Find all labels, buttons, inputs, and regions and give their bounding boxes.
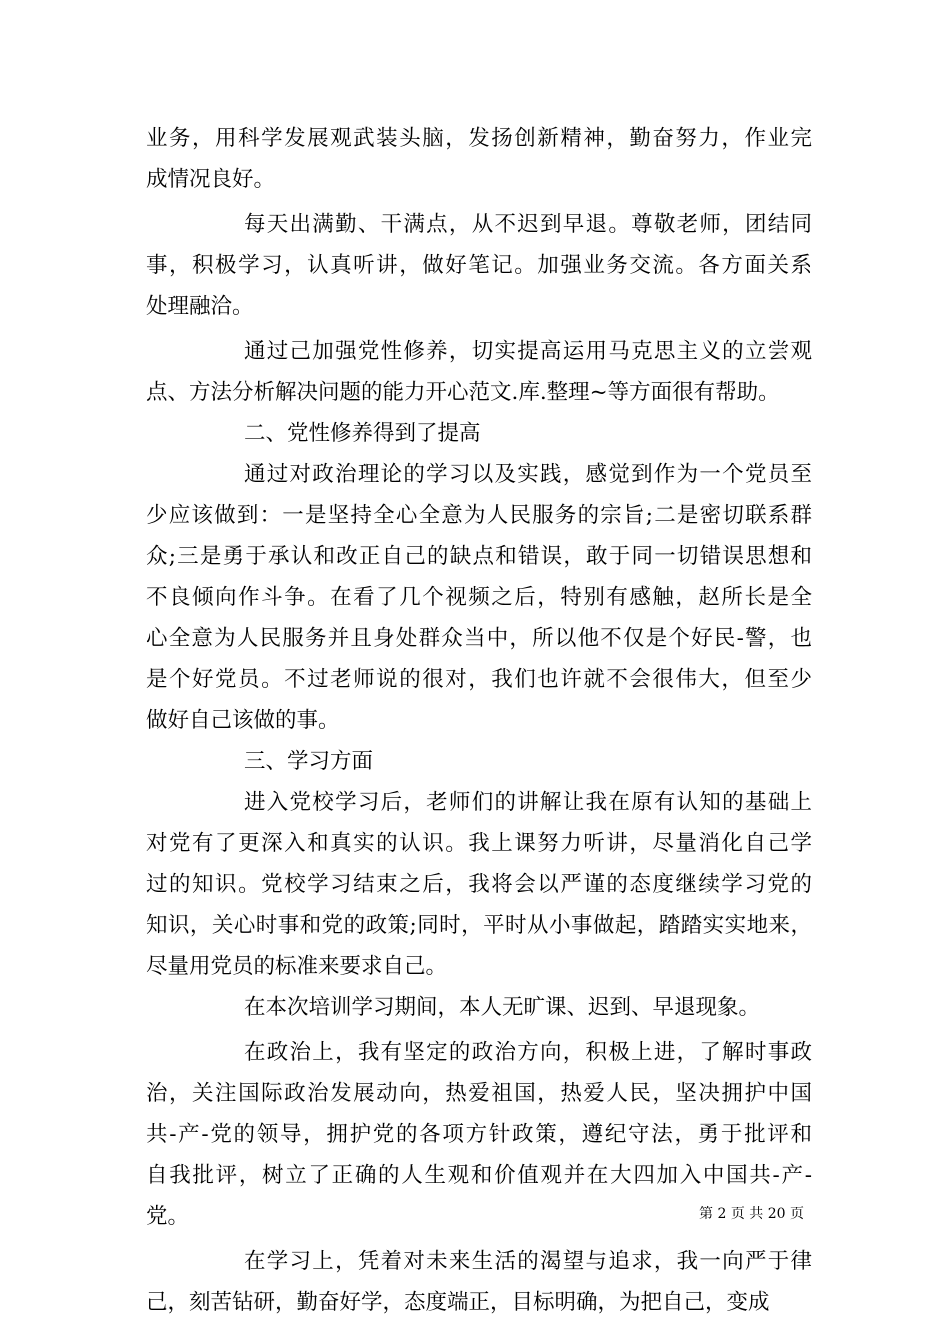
text-line: 每天出满勤、干满点，从不迟到早退。尊敬老师，团结同 <box>244 212 812 237</box>
text-line: 过的知识。党校学习结束之后，我将会以严谨的态度继续学习党的 <box>146 872 812 897</box>
text-line: 成情况良好。 <box>146 167 276 192</box>
text-line: 点、方法分析解决问题的能力开心范文.库.整理~等方面很有帮助。 <box>146 380 780 405</box>
paragraph <box>146 331 812 413</box>
text-line: 进入党校学习后，老师们的讲解让我在原有认知的基础上 <box>244 790 812 815</box>
text-line: 自我批评，树立了正确的人生观和价值观并在大四加入中国共-产- <box>146 1163 812 1188</box>
text-line: 通过对政治理论的学习以及实践，感觉到作为一个党员至 <box>244 462 812 487</box>
text-line: 在政治上，我有坚定的政治方向，积极上进，了解时事政 <box>244 1040 812 1065</box>
text-line: 众;三是勇于承认和改正自己的缺点和错误，敢于同一切错误思想和 <box>146 544 812 569</box>
paragraph <box>146 413 812 454</box>
text-line: 二、党性修养得到了提高 <box>244 421 481 446</box>
paragraph <box>146 118 812 200</box>
paragraph <box>146 987 812 1028</box>
text-line: 业务，用科学发展观武装头脑，发扬创新精神，勤奋努力，作业完 <box>146 126 812 151</box>
text-line: 在学习上，凭着对未来生活的渴望与追求，我一向严于律 <box>244 1249 812 1274</box>
text-line: 在本次培训学习期间，本人无旷课、迟到、早退现象。 <box>244 995 761 1020</box>
paragraph <box>146 454 812 741</box>
document-body <box>146 118 812 1323</box>
paragraph <box>146 782 812 987</box>
text-line: 治，关注国际政治发展动向，热爱祖国，热爱人民，坚决拥护中国 <box>146 1081 812 1106</box>
text-line: 处理融洽。 <box>146 294 254 319</box>
page-number-footer: 第 2 页 共 20 页 <box>699 1206 804 1222</box>
text-line: 党。 <box>146 1204 190 1229</box>
text-line: 是个好党员。不过老师说的很对，我们也许就不会很伟大，但至少 <box>146 667 812 692</box>
text-line: 共-产-党的领导，拥护党的各项方针政策，遵纪守法，勇于批评和 <box>146 1122 812 1147</box>
text-line: 不良倾向作斗争。在看了几个视频之后，特别有感触，赵所长是全 <box>146 585 812 610</box>
text-line: 己，刻苦钻研，勤奋好学，态度端正，目标明确，为把自己，变成 <box>146 1290 770 1315</box>
text-line: 事，积极学习，认真听讲，做好笔记。加强业务交流。各方面关系 <box>146 253 812 278</box>
text-line: 做好自己该做的事。 <box>146 708 340 733</box>
paragraph <box>146 1241 812 1323</box>
text-line: 通过己加强党性修养，切实提高运用马克思主义的立尝观 <box>244 339 812 364</box>
paragraph <box>146 204 812 327</box>
text-line: 对党有了更深入和真实的认识。我上课努力听讲，尽量消化自己学 <box>146 831 812 856</box>
text-line: 三、学习方面 <box>244 749 374 774</box>
text-line: 知识，关心时事和党的政策;同时，平时从小事做起，踏踏实实地来， <box>146 913 812 938</box>
text-line: 少应该做到：一是坚持全心全意为人民服务的宗旨;二是密切联系群 <box>146 503 812 528</box>
paragraph <box>146 741 812 782</box>
text-line: 心全意为人民服务并且身处群众当中，所以他不仅是个好民-警，也 <box>146 626 812 651</box>
text-line: 尽量用党员的标准来要求自己。 <box>146 954 448 979</box>
